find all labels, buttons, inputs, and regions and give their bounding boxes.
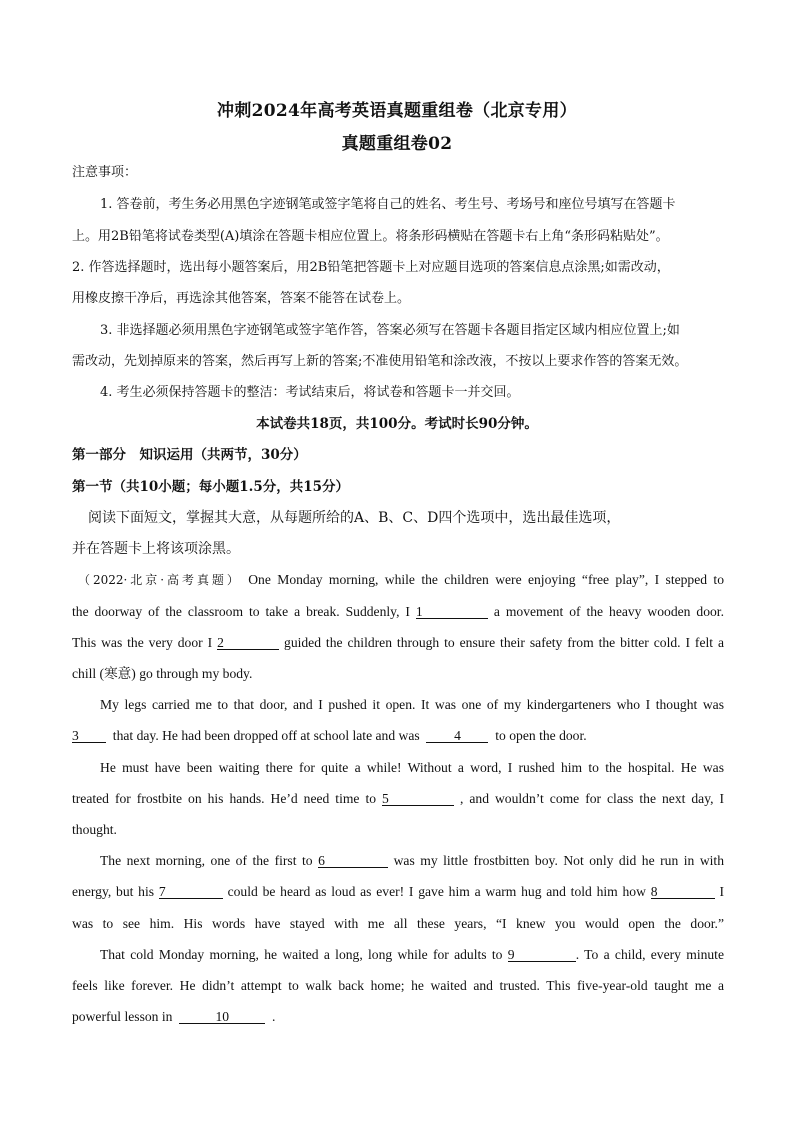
passage-source: （2022·北京·高考真题） (78, 573, 242, 587)
instructions-line-2: 并在答题卡上将该项涂黑。 (72, 541, 240, 557)
passage-line-13: That cold Monday morning, he waited a long, long while for adults to 9 . To a child, every minute (100, 947, 724, 962)
passage-line-8: treated for frostbite on his hands. He’d need time to 5 , and wouldn’t come for class the next day, I (72, 791, 725, 806)
part-1-heading: 第一部分 知识运用（共两节，30分） (72, 447, 307, 463)
blank-9: 9 (508, 948, 576, 962)
passage-line-12: was to see him. His words have stayed with me all these years, “I knew you would open the door.” (72, 916, 724, 931)
blank-3: 3 (72, 729, 106, 743)
passage-line-6: 3 that day. He had been dropped off at school late and was 4 to open the door. (72, 728, 587, 743)
passage-line-10: The next morning, one of the first to 6 was my little frostbitten boy. Not only did he run in with (100, 853, 724, 868)
note-3-line-1: 3. 非选择题必须用黑色字迹钢笔或签字笔作答，答案必须写在答题卡各题目指定区域内相应位置上;如 (100, 323, 680, 338)
blank-5: 5 (382, 792, 454, 806)
exam-info: 本试卷共18页，共100分。考试时长90分钟。 (256, 416, 538, 432)
page-title: 冲刺2024年高考英语真题重组卷（北京专用） (217, 101, 577, 121)
passage-line-15: powerful lesson in 10 . (72, 1009, 276, 1024)
blank-7: 7 (159, 885, 223, 899)
notes-heading: 注意事项： (72, 165, 138, 180)
note-3-line-2: 需改动，先划掉原来的答案，然后再写上新的答案;不准使用铅笔和涂改液，不按以上要求作答的答案无效。 (72, 354, 688, 369)
passage-line-2: the doorway of the classroom to take a break. Suddenly, I 1 a movement of the heavy wooden door. (72, 604, 724, 619)
note-2-line-1: 2. 作答选择题时，选出每小题答案后，用2B铅笔把答题卡上对应题目选项的答案信息点涂黑;如需改动， (72, 260, 670, 275)
blank-1: 1 (416, 605, 488, 619)
note-1-line-1: 1. 答卷前，考生务必用黑色字迹钢笔或签字笔将自己的姓名、考生号、考场号和座位号填写在答题卡 (100, 197, 676, 212)
blank-4: 4 (426, 729, 488, 743)
passage-line-4: chill (寒意) go through my body. (72, 666, 253, 681)
passage-line-7: He must have been waiting there for quite a while! Without a word, I rushed him to the hospital. He was (100, 760, 724, 775)
blank-6: 6 (318, 854, 388, 868)
passage-line-3: This was the very door I 2 guided the children through to ensure their safety from the bitter cold. I felt a (72, 635, 724, 650)
blank-10: 10 (179, 1010, 265, 1024)
section-1-heading: 第一节（共10小题；每小题1.5分，共15分） (72, 479, 350, 495)
blank-8: 8 (651, 885, 715, 899)
note-4: 4. 考生必须保持答题卡的整洁：考试结束后，将试卷和答题卡一并交回。 (100, 385, 520, 400)
note-1-line-2: 上。用2B铅笔将试卷类型(A)填涂在答题卡相应位置上。将条形码横贴在答题卡右上角“条形码粘贴处”。 (72, 229, 669, 244)
blank-2: 2 (217, 636, 279, 650)
passage-line-5: My legs carried me to that door, and I pushed it open. It was one of my kindergarteners who I thought was (100, 697, 724, 712)
passage-line-1: （2022·北京·高考真题） One Monday morning, while the children were enjoying “free play”, I stepped to (78, 572, 724, 587)
page-subtitle: 真题重组卷02 (341, 134, 453, 154)
note-2-line-2: 用橡皮擦干净后，再选涂其他答案，答案不能答在试卷上。 (72, 291, 411, 306)
passage-line-11: energy, but his 7 could be heard as loud as ever! I gave him a warm hug and told him how 8 I (72, 884, 724, 899)
instructions-line-1: 阅读下面短文，掌握其大意，从每题所给的A、B、C、D四个选项中，选出最佳选项， (88, 510, 621, 526)
passage-line-14: feels like forever. He didn’t attempt to walk back home; he waited and trusted. This five-year-old taught me a (72, 978, 724, 993)
passage-line-9: thought. (72, 822, 117, 837)
